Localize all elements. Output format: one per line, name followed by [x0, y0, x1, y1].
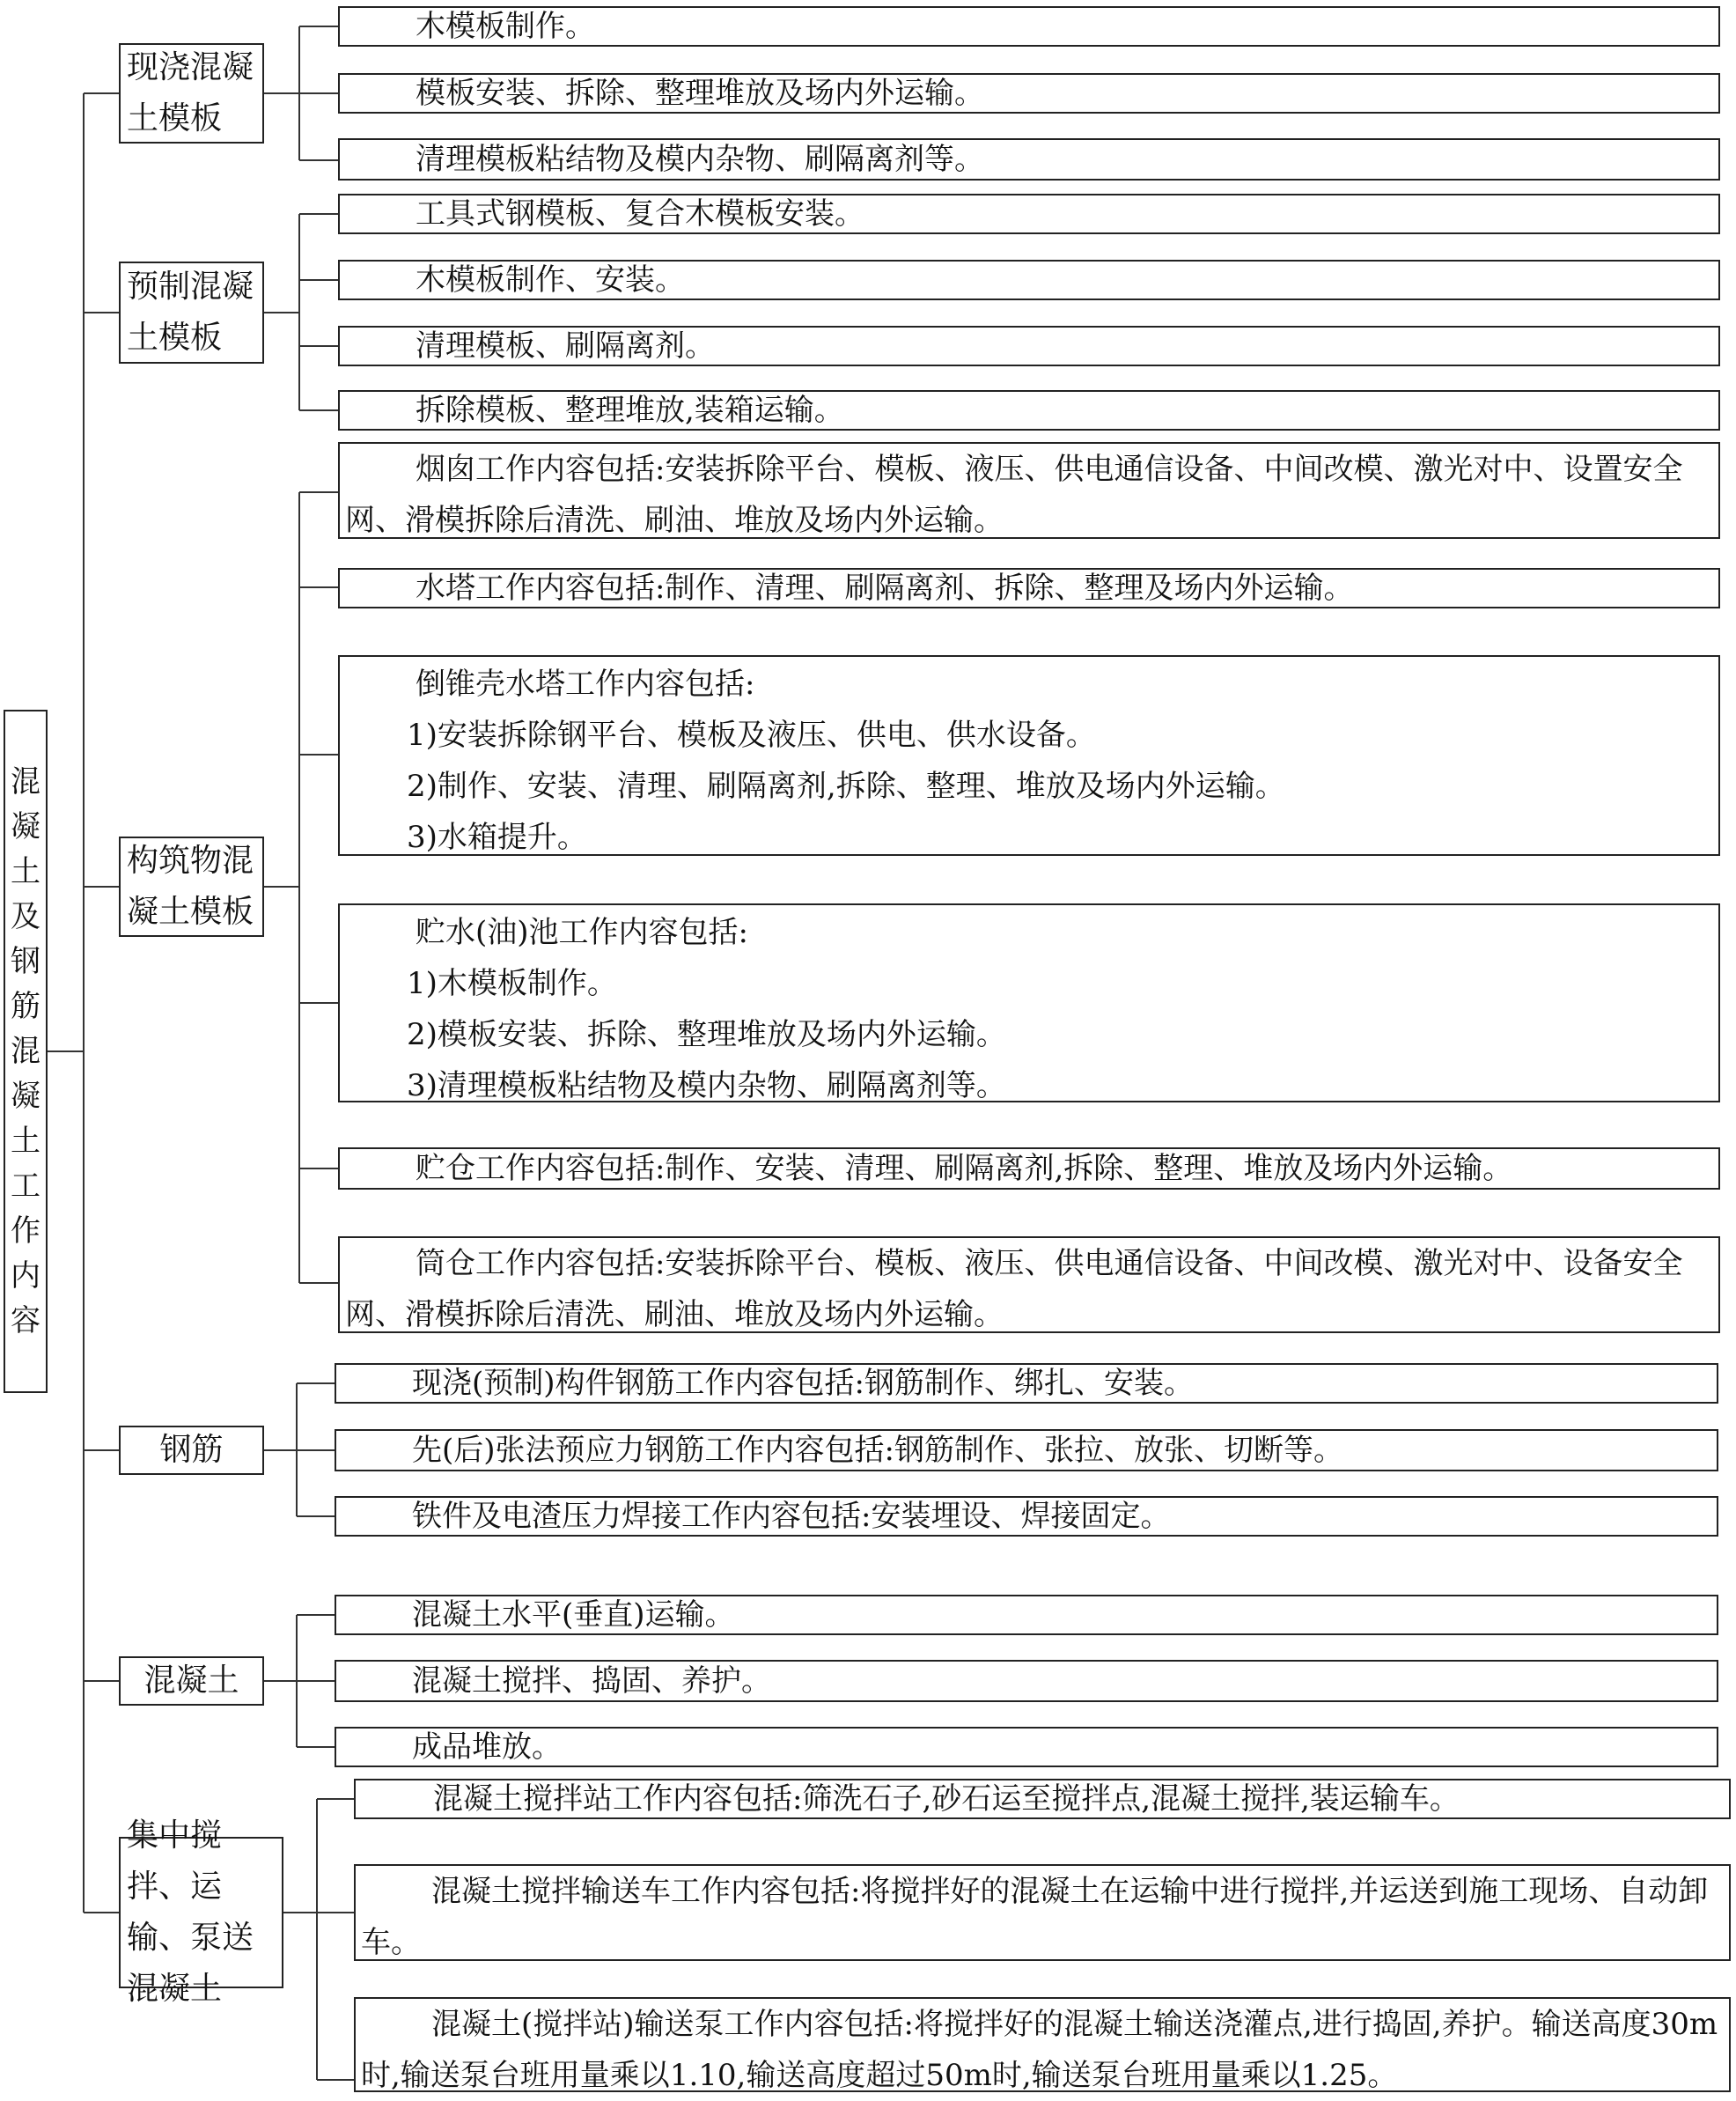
- item-text: 混凝土(搅拌站)输送泵工作内容包括:将搅拌好的混凝土输送浇灌点,进行捣固,养护。输送高度30m时,输送泵台班用量乘以1.10,输送高度超过50m时,输送泵台班用量乘以1.25。: [361, 2007, 1718, 2093]
- item-text: 木模板制作。: [416, 9, 595, 44]
- item-box: [335, 1429, 1718, 1471]
- item-text: 成品堆放。: [412, 1729, 562, 1765]
- root-char: 容: [11, 1302, 40, 1338]
- root-char: 凝: [11, 808, 40, 844]
- item-step: 3)清理模板粘结物及模内杂物、刷隔离剂等。: [407, 1068, 1006, 1103]
- item-box: [338, 194, 1720, 234]
- item-text: 工具式钢模板、复合木模板安装。: [416, 196, 864, 232]
- item-text: 混凝土搅拌站工作内容包括:筛洗石子,砂石运至搅拌点,混凝土搅拌,装运输车。: [433, 1781, 1460, 1817]
- item-pump: [354, 1997, 1731, 2092]
- item-text: 先(后)张法预应力钢筋工作内容包括:钢筋制作、张拉、放张、切断等。: [412, 1433, 1343, 1468]
- item-box: [335, 1363, 1718, 1404]
- item-step: 1)安装拆除钢平台、模板及液压、供电、供水设备。: [407, 718, 1096, 753]
- item-step: 1)木模板制作。: [407, 966, 617, 1001]
- category-label: 钢筋: [159, 1432, 224, 1468]
- root-char: 土: [11, 1123, 40, 1159]
- item-chimney: [338, 442, 1720, 539]
- item-box: [338, 138, 1720, 181]
- item-warehouse: [338, 1147, 1720, 1190]
- item-box: [338, 260, 1720, 300]
- category-label: 构筑物混凝土模板: [127, 843, 254, 930]
- item-box: [335, 1496, 1718, 1537]
- item-silo: [338, 1236, 1720, 1333]
- root-char: 钢: [11, 943, 40, 979]
- item-text: 贮仓工作内容包括:制作、安装、清理、刷隔离剂,拆除、整理、堆放及场内外运输。: [416, 1151, 1513, 1186]
- item-text: 模板安装、拆除、整理堆放及场内外运输。: [416, 76, 984, 111]
- category-rebar: [119, 1426, 264, 1475]
- item-text: 现浇(预制)构件钢筋工作内容包括:钢筋制作、绑扎、安装。: [412, 1366, 1194, 1401]
- item-box: [335, 1727, 1718, 1767]
- item-mixer-truck: [354, 1864, 1731, 1961]
- item-text: 筒仓工作内容包括:安装拆除平台、模板、液压、供电通信设备、中间改模、激光对中、设备安全网、滑模拆除后清洗、刷油、堆放及场内外运输。: [345, 1246, 1683, 1332]
- item-box: [335, 1595, 1718, 1635]
- root-char: 工: [11, 1168, 40, 1204]
- item-cone-water-tower: [338, 655, 1720, 856]
- item-box: [335, 1660, 1718, 1702]
- item-text: 水塔工作内容包括:制作、清理、刷隔离剂、拆除、整理及场内外运输。: [416, 571, 1354, 606]
- item-step: 2)模板安装、拆除、整理堆放及场内外运输。: [407, 1017, 1006, 1052]
- item-step: 2)制作、安装、清理、刷隔离剂,拆除、整理、堆放及场内外运输。: [407, 769, 1285, 804]
- category-label: 现浇混凝土模板: [127, 49, 254, 136]
- item-box: [338, 326, 1720, 366]
- item-text: 混凝土水平(垂直)运输。: [412, 1597, 735, 1633]
- item-step: 3)水箱提升。: [407, 820, 587, 855]
- category-label: 集中搅拌、运输、泵送混凝土: [127, 1817, 254, 2007]
- root-char: 土: [11, 853, 40, 889]
- category-concrete: [119, 1656, 264, 1706]
- item-box: [338, 6, 1720, 47]
- item-text: 清理模板粘结物及模内杂物、刷隔离剂等。: [416, 142, 984, 177]
- root-char: 混: [11, 1033, 40, 1069]
- item-heading: 贮水(油)池工作内容包括:: [416, 915, 748, 950]
- item-heading: 倒锥壳水塔工作内容包括:: [416, 667, 755, 702]
- root-char: 及: [11, 898, 40, 934]
- root-char: 凝: [11, 1078, 40, 1114]
- category-central-mixing: [119, 1817, 283, 2007]
- root-title-box: [4, 710, 48, 1393]
- item-mixing-station: [354, 1779, 1731, 1819]
- item-box: [338, 73, 1720, 114]
- item-text: 混凝土搅拌、捣固、养护。: [412, 1663, 771, 1699]
- item-text: 拆除模板、整理堆放,装箱运输。: [416, 393, 844, 428]
- item-text: 木模板制作、安装。: [416, 262, 685, 298]
- category-structure-formwork: [119, 837, 264, 937]
- item-water-tower: [338, 568, 1720, 608]
- category-precast-formwork: [119, 262, 264, 364]
- item-text: 铁件及电渣压力焊接工作内容包括:安装埋设、焊接固定。: [412, 1499, 1171, 1534]
- category-label: 混凝土: [143, 1662, 239, 1699]
- category-cast-in-place-formwork: [119, 43, 264, 144]
- item-storage-pool: [338, 903, 1720, 1102]
- item-text: 混凝土搅拌输送车工作内容包括:将搅拌好的混凝土在运输中进行搅拌,并运送到施工现场、自动卸车。: [361, 1874, 1709, 1960]
- root-char: 内: [11, 1257, 40, 1294]
- root-char: 混: [11, 763, 40, 800]
- item-text: 清理模板、刷隔离剂。: [416, 328, 715, 364]
- root-char: 作: [11, 1213, 40, 1249]
- category-label: 预制混凝土模板: [127, 269, 254, 356]
- item-box: [338, 390, 1720, 431]
- item-text: 烟囱工作内容包括:安装拆除平台、模板、液压、供电通信设备、中间改模、激光对中、设置安全网、滑模拆除后清洗、刷油、堆放及场内外运输。: [345, 452, 1683, 538]
- root-char: 筋: [11, 988, 40, 1024]
